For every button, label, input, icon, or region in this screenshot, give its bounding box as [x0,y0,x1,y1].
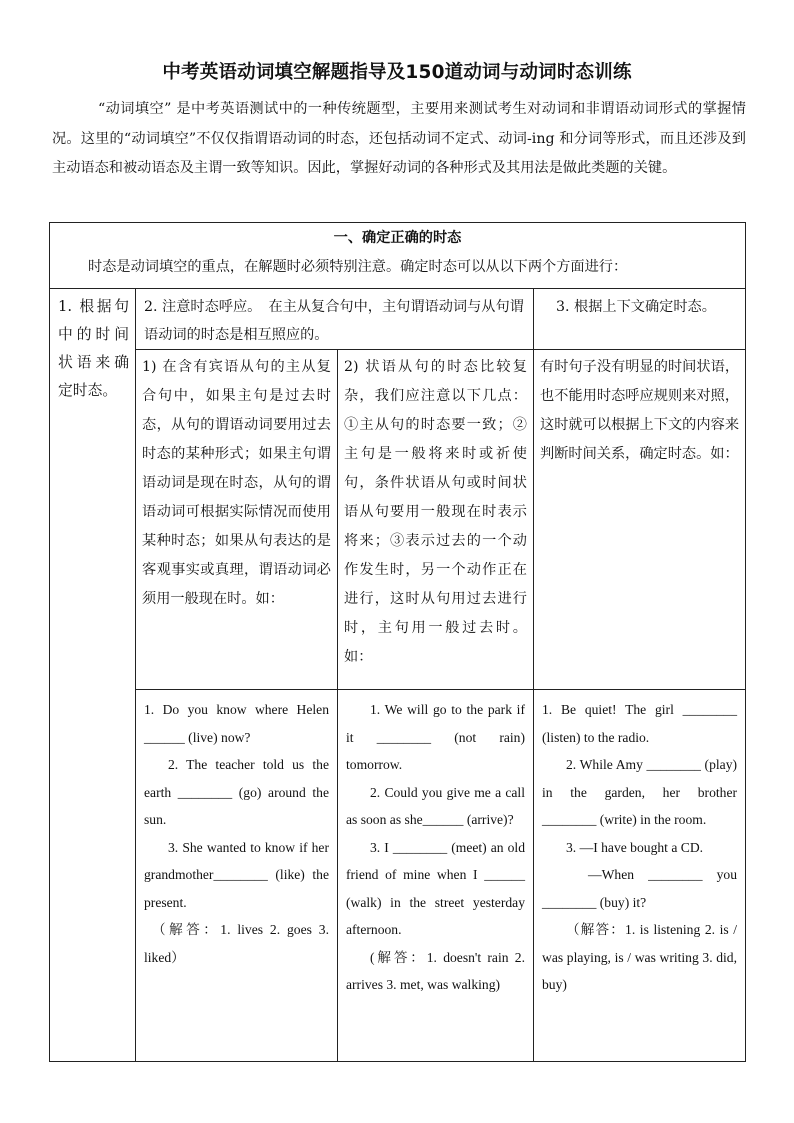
example-line: —When ________ you ________ (buy) it? [542,867,738,910]
document-title: 中考英语动词填空解题指导及150道动词与动词时态训练 [162,62,632,83]
example-line: 2. While Amy ________ (play) in the garden, her brother ________ (write) in the room. [542,757,738,827]
section-header-row [50,223,746,289]
sub2-adverbial-clause: 2) 状语从句的时态比较复杂，我们应注意以下几点：①主从句的时态要一致；②主句是一般将来时或祈使句，条件状语从句或时间状语从句要用一般现在时表示将来；③表示过去的一个动作发生时，另一个动作正在进行，这时从句用过去进行时，主句用一般过去时。如： [338,350,534,690]
examples-col2 [136,690,338,1062]
example-line: 3. She wanted to know if her grandmother________ (like) the present. [144,839,329,910]
col3-context-header: 3. 根据上下文确定时态。 [534,289,746,350]
tense-table [49,222,746,1062]
col2-tense-agreement-header: 2. 注意时态呼应。 在主从复合句中，主句谓语动词与从句谓语动词的时态是相互照应的。 [136,289,534,350]
table-row [50,350,746,690]
answer-line: （解答：1. is listening 2. is / was playing, is / was writing 3. did, buy) [542,922,738,992]
sub1-object-clause: 1) 在含有宾语从句的主从复合句中，如果主句是过去时态，从句的谓语动词要用过去时态的某种形式；如果主句谓语动词是现在时态，从句的谓语动词可根据实际情况而使用某种时态；如果从句表达的是客观事实或真理，谓语动词必须用一般现在时。如： [136,350,338,690]
sub3-context: 有时句子没有明显的时间状语，也不能用时态呼应规则来对照，这时就可以根据上下文的内容来判断时间关系，确定时态。如： [534,350,746,690]
intro-paragraph [52,95,746,184]
example-line: 3. I ________ (meet) an old friend of mine when I ______ (walk) in the street yesterday afternoon. [346,839,525,937]
section-header-cell [50,223,746,289]
intro-text: “动词填空” 是中考英语测试中的一种传统题型，主要用来测试考生对动词和非谓语动词形式的掌握情况。这里的“动词填空”不仅仅指谓语动词的时态，还包括动词不定式、动词-ing 和分词等形式，而且还涉及到主动语态和被动语态及主谓一致等知识。因此，掌握好动词的各种形式及其用法是做此类题的关键。 [52,101,746,176]
table-row [50,690,746,1062]
table-row [50,289,746,350]
example-line: 1. Do you know where Helen ______ (live) now? [144,702,329,745]
example-line: 2. Could you give me a call as soon as she______ (arrive)? [346,784,525,827]
example-line: 3. —I have bought a CD. [566,839,704,855]
answer-line: （解答：1. lives 2. goes 3. liked） [144,922,329,965]
example-line: 1. We will go to the park if it ________ (not rain) tomorrow. [346,702,525,772]
section-heading: 一、确定正确的时态 [333,230,462,246]
section-lead: 时态是动词填空的重点，在解题时必须特别注意。确定时态可以从以下两个方面进行： [88,259,628,275]
col1-time-adverbial: 1. 根据句中的时间状语来确定时态。 [50,289,136,1062]
answer-line: (解答：1. doesn't rain 2. arrives 3. met, was walking) [346,949,525,992]
examples-col4 [534,690,746,1062]
examples-col3 [338,690,534,1062]
example-line: 2. The teacher told us the earth ________ (go) around the sun. [144,757,329,827]
example-line: 1. Be quiet! The girl ________ (listen) to the radio. [542,702,738,745]
